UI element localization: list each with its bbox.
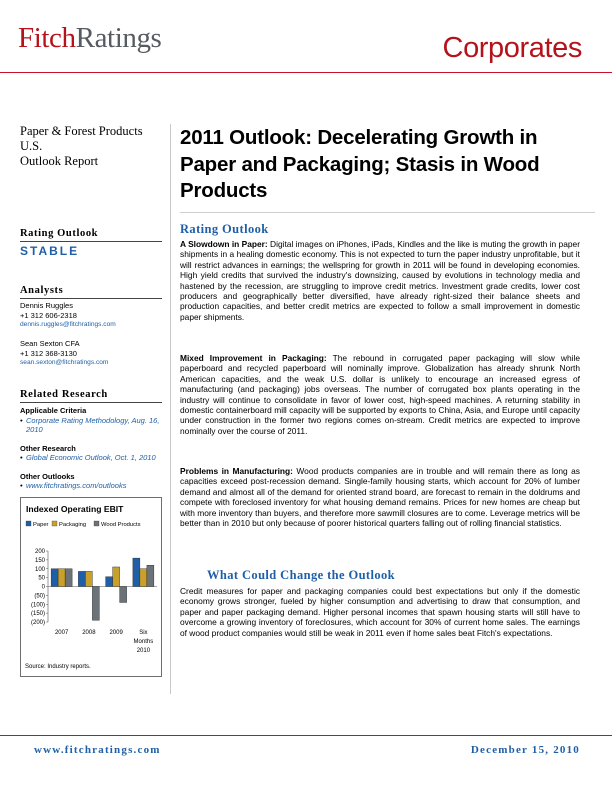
header-divider: [0, 72, 612, 73]
sector-title: Corporates: [442, 32, 582, 64]
sidebar-rule: [20, 241, 162, 242]
bar-packaging: [58, 569, 65, 587]
y-tick-label: 100: [34, 566, 45, 573]
report-region: U.S.: [20, 139, 43, 153]
paragraph-text: The rebound in corrugated paper packaging will slow while paperboard and recycled paperboard will nominally improve. Globalization has already shrunk North American capacities, and the weak U.S. dollar is unlikely to encourage an increased egress of manufacturing (and packaging) jobs overseas. The number of corrugated box plants operating in the industry will continue to consolidate in favor of lower cost, high-speed machines. A returning stability in domestic containerboard mill capacity will be supported by exports to China, Asia, and Europe until capacity under construction in the former two regions comes on-stream. Credit metrics are expected to improve nominally over the course of 2011.: [180, 353, 580, 436]
legend-label: Paper: [33, 522, 49, 528]
legend-swatch: [94, 521, 99, 526]
y-tick-label: 0: [41, 584, 45, 591]
analyst-name: Sean Sexton CFA: [20, 339, 80, 348]
related-link[interactable]: • Corporate Rating Methodology, Aug. 16, 2010: [20, 415, 160, 434]
analyst-entry: [20, 301, 162, 329]
column-divider: [170, 124, 171, 694]
legend-swatch: [26, 521, 31, 526]
ebit-chart-box: [20, 497, 162, 677]
analyst-email[interactable]: dennis.ruggles@fitchratings.com: [20, 321, 116, 328]
x-tick-label: 2007: [54, 630, 69, 636]
footer-divider: [0, 735, 612, 736]
report-industry: Paper & Forest Products: [20, 124, 143, 138]
report-type: Outlook Report: [20, 154, 99, 168]
bar-packaging: [140, 569, 147, 587]
bullet-icon: •: [20, 481, 23, 490]
footer-url[interactable]: www.fitchratings.com: [34, 744, 161, 756]
y-tick-label: (100): [30, 602, 45, 609]
report-meta: [20, 124, 143, 169]
sidebar: [20, 228, 162, 491]
paragraph-change: [180, 586, 580, 638]
related-research-heading: Related Research: [20, 389, 108, 400]
footer-date: December 15, 2010: [470, 744, 580, 756]
sidebar-rule: [20, 402, 162, 403]
analyst-entry: [20, 339, 162, 367]
paragraph-text: Wood products companies are in trouble and will remain there as long as capacities exceed post-recession demand. Single-family housing starts, which account for 20% of lumber demand and almost all of the demand for oriented strand board, are forecast to remain in the doldrums and compete with foreclosed inventory for what housing demand remains. Prices for new homes are cheap but with more inventory than buyers, and therefore more sawmill closures are to come. Leverage metrics will be better than in 2010 but only because of poorer historical quarters falling out of rolling financial statistics.: [180, 466, 580, 529]
paragraph-text: Credit measures for paper and packaging companies could best expectations but only if the domestic economy grows stronger, fueled by higher consumption and advertising to draw that consumption, and paper and paper packaging demand. Higher personal incomes that spawn housing starts will still have to overcome a growing inventory of foreclosures, which account for 30% of current home sales. The earnings of wood product companies would still be weak in 2011 even if home sales beat Fitch's expectations.: [180, 586, 580, 638]
chart-legend: [26, 521, 141, 528]
x-tick-label: 2008: [82, 630, 96, 636]
related-group-label: Other Research: [20, 443, 76, 453]
bar-packaging: [113, 567, 120, 587]
paragraph-paper: [180, 239, 580, 322]
bullet-icon: •: [20, 453, 23, 462]
bar-wood-products: [147, 565, 154, 586]
bar-wood-products: [120, 587, 127, 603]
bar-paper: [106, 577, 113, 587]
y-tick-label: 150: [34, 557, 45, 564]
paragraph-packaging: [180, 353, 580, 436]
x-tick-label: 2009: [109, 630, 123, 636]
what-could-change-section-title: What Could Change the Outlook: [207, 568, 396, 582]
rating-outlook-section-title: Rating Outlook: [180, 222, 269, 236]
bar-paper: [133, 558, 140, 586]
chart-source: Source: Industry reports.: [25, 664, 91, 670]
paragraph-text: Digital images on iPhones, iPads, Kindles and the like is muting the growth in paper shipments in a healing domestic economy. This is not expected to turn the paper industry unprofitable, but it will restrict advances in earnings; the wellspring for growth in 2011 will be found in developing economies. High yield credits that survived the industry's downsizing, caused by evolutions in technology media and hastened by the recession, are struggling to improve credit metrics. Investment grade credits, lower cost producers and geographically better diversified, have already right-sized their balance sheets and production capacities, and better credit metrics are expected to follow a small improvement in domestic paper shipments.: [180, 239, 580, 322]
bullet-icon: •: [20, 415, 23, 425]
analyst-phone: +1 312 606-2318: [20, 310, 77, 320]
logo-ratings: Ratings: [75, 22, 162, 54]
paragraph-lead: Mixed Improvement in Packaging:: [180, 353, 327, 363]
related-group-label: Applicable Criteria: [20, 406, 87, 415]
bar-wood-products: [92, 587, 99, 621]
x-tick-label: 2010: [136, 648, 151, 654]
page-title: 2011 Outlook: Decelerating Growth in Paper and Packaging; Stasis in Wood Products: [180, 126, 540, 202]
y-tick-label: 50: [38, 575, 45, 582]
logo-fitch: Fitch: [18, 22, 76, 54]
chart-bars: [51, 558, 154, 620]
sidebar-rule: [20, 298, 162, 299]
chart-x-labels: [55, 630, 153, 654]
fitch-ratings-logo: [18, 24, 161, 53]
rating-outlook-heading: Rating Outlook: [20, 228, 99, 239]
bar-paper: [78, 571, 85, 586]
related-link[interactable]: • www.fitchratings.com/outlooks: [20, 481, 127, 490]
legend-swatch: [52, 521, 57, 526]
related-link[interactable]: • Global Economic Outlook, Oct. 1, 2010: [20, 453, 156, 462]
legend-label: Packaging: [59, 522, 87, 528]
analyst-name: Dennis Ruggles: [20, 301, 73, 310]
paragraph-manufacturing: [180, 466, 580, 528]
y-tick-label: 200: [34, 549, 45, 555]
bar-packaging: [85, 571, 92, 586]
legend-label: Wood Products: [101, 522, 141, 528]
y-tick-label: (200): [30, 620, 45, 626]
rating-outlook-value: STABLE: [20, 244, 80, 258]
x-tick-label: Six: [139, 630, 148, 636]
x-tick-label: Months: [133, 639, 154, 645]
chart-title: Indexed Operating EBIT: [26, 504, 124, 514]
analyst-phone: +1 312 368-3130: [20, 348, 77, 358]
y-tick-label: (150): [30, 611, 45, 618]
analysts-heading: Analysts: [20, 285, 64, 296]
y-tick-label: (50): [34, 593, 45, 600]
analyst-email[interactable]: sean.sexton@fitchratings.com: [20, 359, 109, 366]
ebit-chart: [21, 498, 161, 676]
paragraph-lead: A Slowdown in Paper:: [180, 239, 268, 249]
paragraph-lead: Problems in Manufacturing:: [180, 466, 293, 476]
related-group-label: Other Outlooks: [20, 471, 75, 481]
bar-wood-products: [65, 569, 72, 587]
title-divider: [180, 212, 595, 213]
bar-paper: [51, 569, 58, 587]
